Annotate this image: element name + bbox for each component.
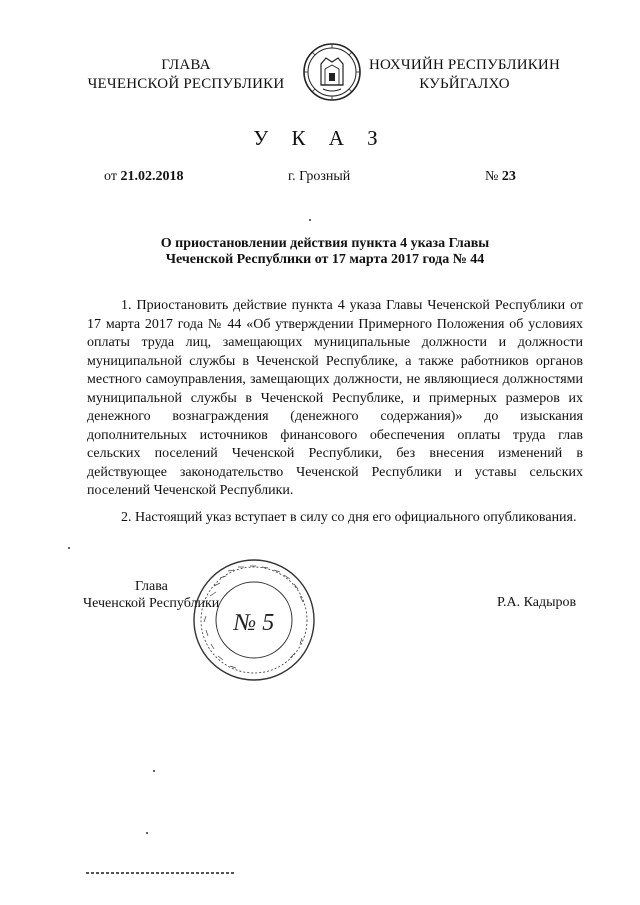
- paragraph-1: 1. Приостановить действие пункта 4 указа Главы Чеченской Республики от 17 марта 2017 года № 44 «Об утверждении Примерного Положения об условиях оплаты труда лиц, замещающих муниципальные должности и должности муниципальной службы в Чеченской Республике, а также работников органов местного самоуправления, замещающих должности, не являющиеся должностями муниципальной службы в Чеченской Республике, и примерных размеров их денежного вознаграждения (денежного содержания)» до изыскания дополнительных источников финансового обеспечения оплаты труда глав сельских поселений Чеченской Республики, без внесения изменений в действующее законодательство Чеченской Республики и уставы сельских поселений Чеченской Республики.: [87, 298, 583, 498]
- document-city: г. Грозный: [288, 169, 351, 184]
- scan-speck: [68, 547, 70, 549]
- document-title: У К А З: [253, 126, 387, 150]
- paragraph-2: 2. Настоящий указ вступает в силу со дня его официального опубликования.: [121, 509, 577, 525]
- scan-speck: [146, 832, 148, 834]
- document-subject: [100, 236, 550, 268]
- header-left-line1: ГЛАВА: [161, 57, 211, 73]
- number-value: 23: [501, 169, 516, 184]
- signatory-name: Р.А. Кадыров: [497, 595, 577, 610]
- document-body: [87, 297, 583, 535]
- signatory-title-line2: Чеченской Республики: [83, 596, 220, 611]
- scan-speck: [153, 770, 155, 772]
- header-right: [352, 56, 577, 94]
- header-right-line1: НОХЧИЙН РЕСПУБЛИКИН: [369, 57, 560, 73]
- signatory-title: [83, 578, 219, 612]
- document-number: [485, 169, 516, 185]
- number-prefix: №: [485, 169, 499, 184]
- scan-speck: [309, 219, 311, 221]
- header-left-line2: ЧЕЧЕНСКОЙ РЕСПУБЛИКИ: [87, 76, 285, 92]
- header-right-line2: КУЬЙГАЛХО: [419, 76, 510, 92]
- stamp-number: № 5: [233, 610, 275, 636]
- subject-line2: Чеченской Республики от 17 марта 2017 года № 44: [165, 252, 485, 267]
- signatory-title-line1: Глава: [135, 579, 168, 594]
- date-prefix: от: [104, 169, 117, 184]
- footer-print-mark: [86, 872, 234, 874]
- document-date: [104, 169, 183, 185]
- official-seal-stamp: [190, 556, 318, 684]
- subject-line1: О приостановлении действия пункта 4 указа Главы: [160, 236, 490, 251]
- date-value: 21.02.2018: [120, 169, 184, 184]
- header-left: [86, 56, 286, 94]
